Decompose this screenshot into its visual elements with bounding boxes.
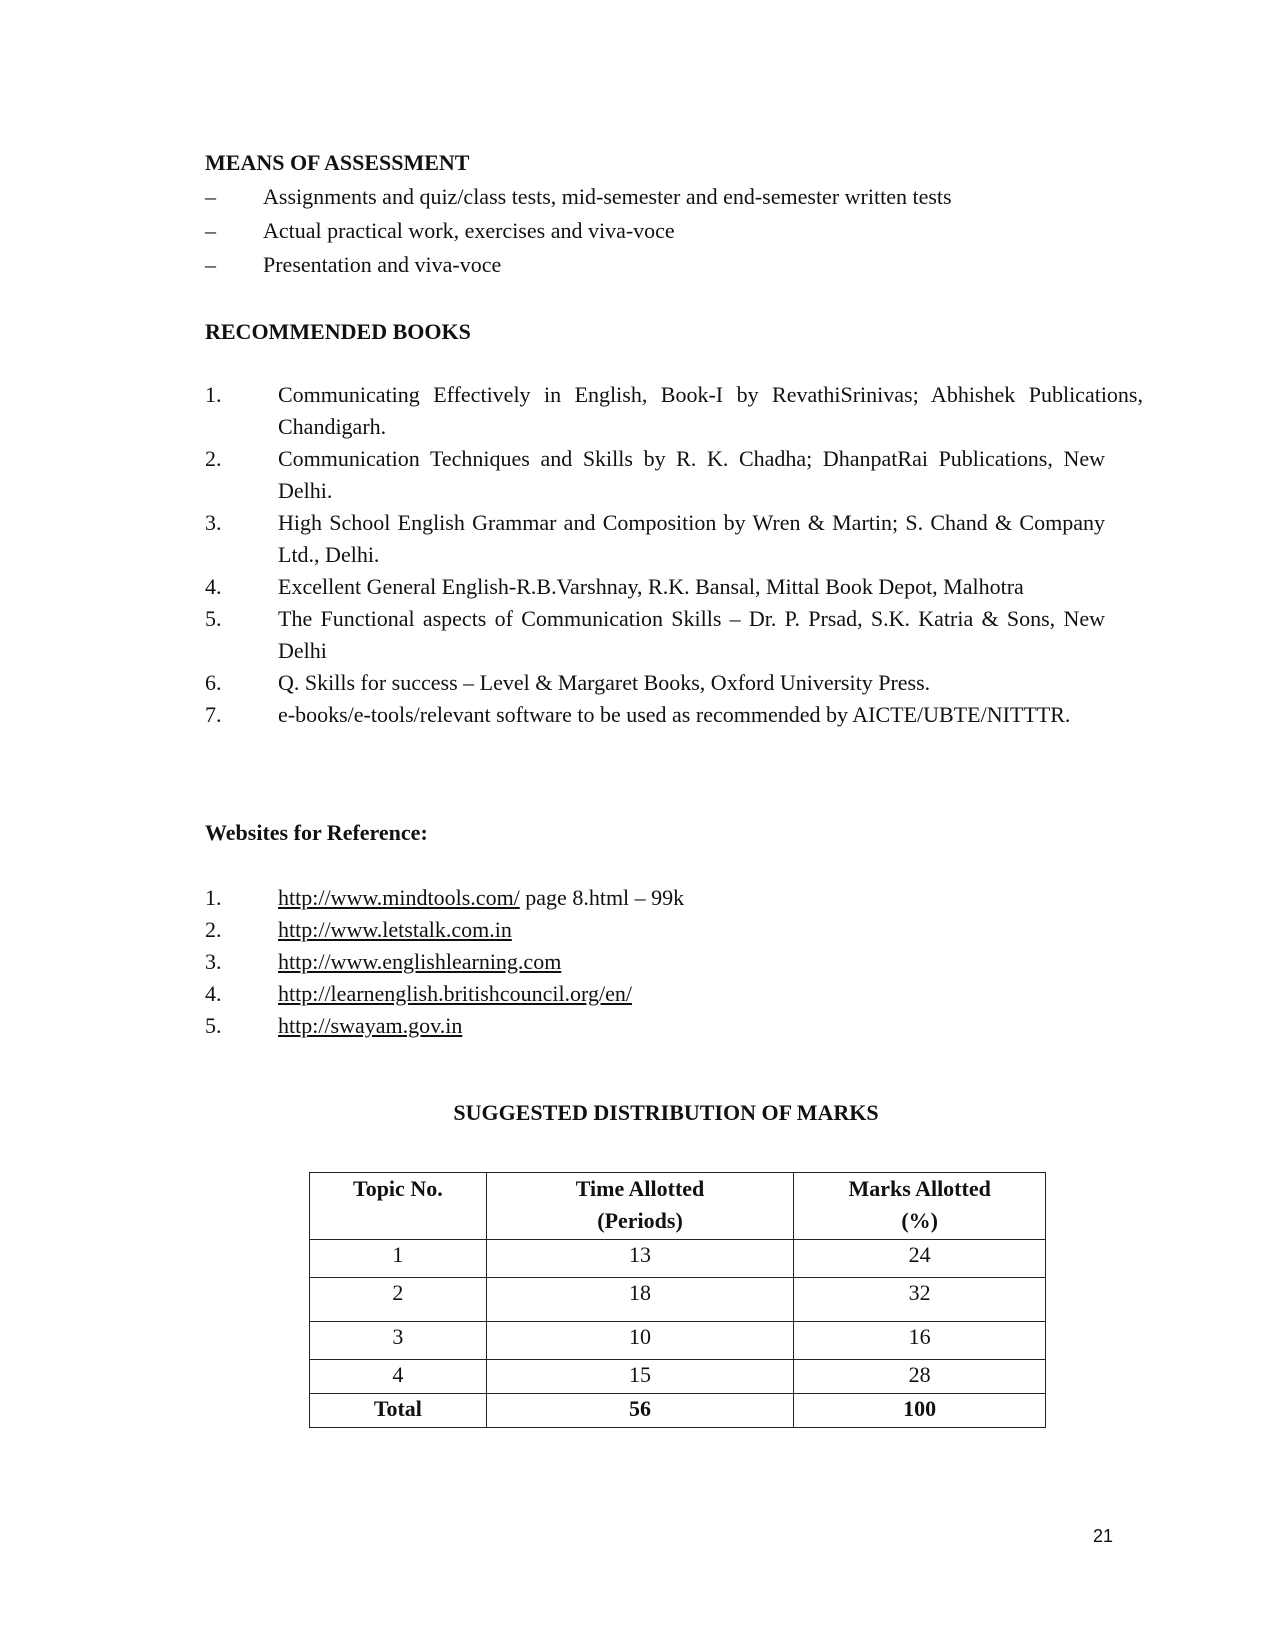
book-text: e-books/e-tools/relevant software to be used as recommended by AICTE/UBTE/NITTTR. <box>278 702 1071 727</box>
book-item <box>205 699 1143 731</box>
header-time: Time Allotted (Periods) <box>486 1173 794 1240</box>
website-number: 2. <box>205 917 222 942</box>
total-time: 56 <box>486 1394 794 1428</box>
assessment-item-text: Assignments and quiz/class tests, mid-semester and end-semester written tests <box>263 184 952 209</box>
book-item <box>205 379 1143 443</box>
book-number: 2. <box>205 446 222 471</box>
page-number: 21 <box>1093 1526 1114 1546</box>
cell-time: 18 <box>486 1278 794 1322</box>
book-text: Q. Skills for success – Level & Margaret Books, Oxford University Press. <box>278 670 931 695</box>
book-item <box>205 667 1143 699</box>
website-number: 5. <box>205 1013 222 1038</box>
assessment-heading: MEANS OF ASSESSMENT <box>205 150 470 175</box>
book-item <box>205 571 1143 603</box>
website-link[interactable]: http://www.mindtools.com/ <box>278 885 520 910</box>
marks-table <box>309 1172 1046 1428</box>
website-item <box>205 978 1105 1010</box>
table-row <box>310 1322 1046 1360</box>
cell-marks: 28 <box>794 1360 1046 1394</box>
book-number: 4. <box>205 574 222 599</box>
table-row <box>310 1278 1046 1322</box>
website-number: 4. <box>205 981 222 1006</box>
cell-topic: 2 <box>310 1278 487 1322</box>
cell-topic: 4 <box>310 1360 487 1394</box>
book-number: 6. <box>205 670 222 695</box>
website-link[interactable]: http://learnenglish.britishcouncil.org/en/ <box>278 981 632 1006</box>
header-marks: Marks Allotted (%) <box>794 1173 1046 1240</box>
books-heading: RECOMMENDED BOOKS <box>205 319 471 344</box>
website-item <box>205 914 1105 946</box>
website-item <box>205 946 1105 978</box>
cell-marks: 16 <box>794 1322 1046 1360</box>
total-marks: 100 <box>794 1394 1046 1428</box>
book-text: The Functional aspects of Communication Skills – Dr. P. Prsad, S.K. Katria & Sons, New Delhi <box>278 606 1105 663</box>
website-link[interactable]: http://swayam.gov.in <box>278 1013 463 1038</box>
cell-marks: 24 <box>794 1240 1046 1278</box>
book-item <box>205 443 1143 507</box>
assessment-item <box>205 252 501 278</box>
book-number: 7. <box>205 702 222 727</box>
book-text: Excellent General English-R.B.Varshnay, R.K. Bansal, Mittal Book Depot, Malhotra <box>278 574 1024 599</box>
website-item <box>205 882 1105 914</box>
assessment-item-text: Actual practical work, exercises and viva-voce <box>263 218 675 243</box>
websites-heading: Websites for Reference: <box>205 820 428 845</box>
cell-topic: 1 <box>310 1240 487 1278</box>
book-text: High School English Grammar and Composition by Wren & Martin; S. Chand & Company Ltd., Delhi. <box>278 510 1105 567</box>
book-text: Communicating Effectively in English, Book-I by RevathiSrinivas; Abhishek Publications, Chandigarh. <box>278 382 1143 439</box>
table-row <box>310 1240 1046 1278</box>
marks-heading: SUGGESTED DISTRIBUTION OF MARKS <box>453 1100 879 1125</box>
cell-time: 10 <box>486 1322 794 1360</box>
book-item <box>205 603 1143 667</box>
total-label: Total <box>310 1394 487 1428</box>
websites-list <box>205 882 1105 1042</box>
website-link[interactable]: http://www.englishlearning.com <box>278 949 562 974</box>
cell-marks: 32 <box>794 1278 1046 1322</box>
website-number: 3. <box>205 949 222 974</box>
cell-topic: 3 <box>310 1322 487 1360</box>
assessment-item <box>205 218 675 244</box>
dash-bullet: – <box>205 218 216 243</box>
books-list <box>205 379 1143 731</box>
book-number: 1. <box>205 382 222 407</box>
book-number: 5. <box>205 606 222 631</box>
dash-bullet: – <box>205 252 216 277</box>
table-row <box>310 1360 1046 1394</box>
assessment-item <box>205 184 952 210</box>
website-suffix: page 8.html – 99k <box>519 885 685 910</box>
cell-time: 15 <box>486 1360 794 1394</box>
header-topic: Topic No. <box>310 1173 487 1240</box>
website-item <box>205 1010 1105 1042</box>
cell-time: 13 <box>486 1240 794 1278</box>
total-row <box>310 1394 1046 1428</box>
book-number: 3. <box>205 510 222 535</box>
assessment-item-text: Presentation and viva-voce <box>263 252 502 277</box>
marks-header-row <box>310 1173 1046 1240</box>
book-text: Communication Techniques and Skills by R. K. Chadha; DhanpatRai Publications, New Delhi. <box>278 446 1105 503</box>
dash-bullet: – <box>205 184 216 209</box>
website-link[interactable]: http://www.letstalk.com.in <box>278 917 512 942</box>
website-number: 1. <box>205 885 222 910</box>
book-item <box>205 507 1143 571</box>
